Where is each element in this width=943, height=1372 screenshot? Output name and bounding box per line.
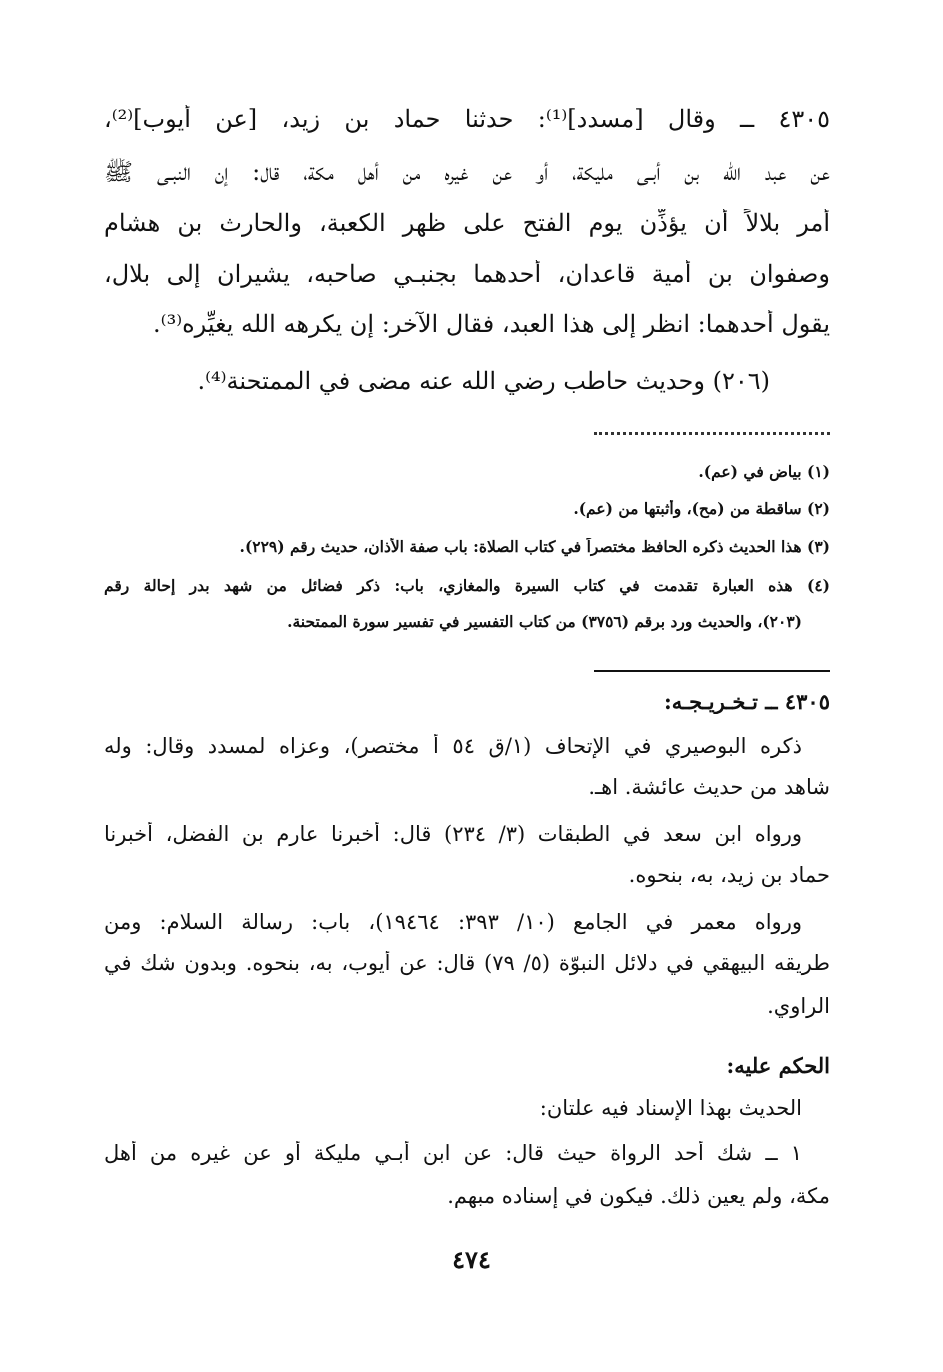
- footnote-4-line-2: (٢٠٣)، والحديث ورد برقم (٣٧٥٦) من كتاب التفسير في تفسير سورة الممتحنة.: [287, 613, 802, 631]
- hadith-line-3: أمر بلالاً أن يؤذِّن يوم الفتح على ظهر الكعبة، والحارث بن هشام: [104, 209, 830, 237]
- hukm-p1: الحديث بهذا الإسناد فيه علتان:: [539, 1096, 802, 1120]
- section-rule: [594, 670, 830, 672]
- footnote-1: (١) بياض في (عم).: [698, 463, 830, 481]
- footnote-separator: [594, 432, 830, 435]
- takhrij-p3-line-1: ورواه معمر في الجامع (١٠/ ٣٩٣: ١٩٤٦٤)، باب: رسالة السلام: ومن: [104, 910, 802, 934]
- hukm-p2-line-1: ١ ــ شك أحد الرواة حيث قال: عن ابن أبـي مليكة أو عن غيره من أهل: [104, 1141, 802, 1165]
- page-number: ٤٧٤: [452, 1245, 491, 1274]
- hadith-line-4: وصفوان بن أمية قاعدان، أحدهما بجنبـي صاحبه، يشيران إلى بلال،: [104, 260, 830, 288]
- hukm-p2-line-2: مكة، ولم يعين ذلك. فيكون في إسناده مبهم.: [447, 1184, 830, 1208]
- hadith-line-2: عن عبد الله بن أبـي مليكة، أو عن غيره من أهل مكة، قال: إن النبـي ﷺ: [104, 158, 830, 186]
- page-body: [104, 0, 830, 1372]
- takhrij-p2-line-1: ورواه ابن سعد في الطبقات (٣/ ٢٣٤) قال: أخبرنا عارم بن الفضل، أخبرنا: [104, 822, 802, 846]
- takhrij-heading: ٤٣٠٥ ــ تـخـريـجـه:: [663, 689, 830, 714]
- footnote-3: (٣) هذا الحديث ذكره الحافظ مختصراً في كتاب الصلاة: باب صفة الأذان، حديث رقم (٢٢٩).: [239, 538, 830, 556]
- hadith-line-6: (٢٠٦) وحديث حاطب رضي الله عنه مضى في الممتحنة⁽⁴⁾.: [197, 367, 770, 395]
- takhrij-p2-line-2: حماد بن زيد، به، بنحوه.: [628, 863, 830, 887]
- hadith-line-1: ٤٣٠٥ ــ وقال [مسدد]⁽¹⁾: حدثنا حماد بن زيد، [عن أيوب]⁽²⁾،: [104, 105, 830, 133]
- hukm-heading: الحكم عليه:: [726, 1053, 830, 1078]
- takhrij-p1-line-2: شاهد من حديث عائشة. اهـ.: [588, 775, 830, 799]
- footnote-2: (٢) ساقطة من (مح)، وأثبتها من (عم).: [573, 500, 830, 518]
- takhrij-p3-line-2: طريقه البيهقي في دلائل النبوّة (٥/ ٧٩) قال: عن أيوب، به، بنحوه. وبدون شك في: [104, 951, 830, 975]
- takhrij-p3-line-3: الراوي.: [767, 994, 830, 1018]
- hadith-line-5: يقول أحدهما: انظر إلى هذا العبد، فقال الآخر: إن يكرهه الله يغيِّره⁽³⁾.: [153, 310, 830, 338]
- footnote-4-line-1: (٤) هذه العبارة تقدمت في كتاب السيرة والمغازي، باب: ذكر فضائل من شهد بدر إحالة رقم: [104, 577, 830, 595]
- takhrij-p1-line-1: ذكره البوصيري في الإتحاف (١/ق ٥٤ أ مختصر)، وعزاه لمسدد وقال: وله: [104, 734, 802, 758]
